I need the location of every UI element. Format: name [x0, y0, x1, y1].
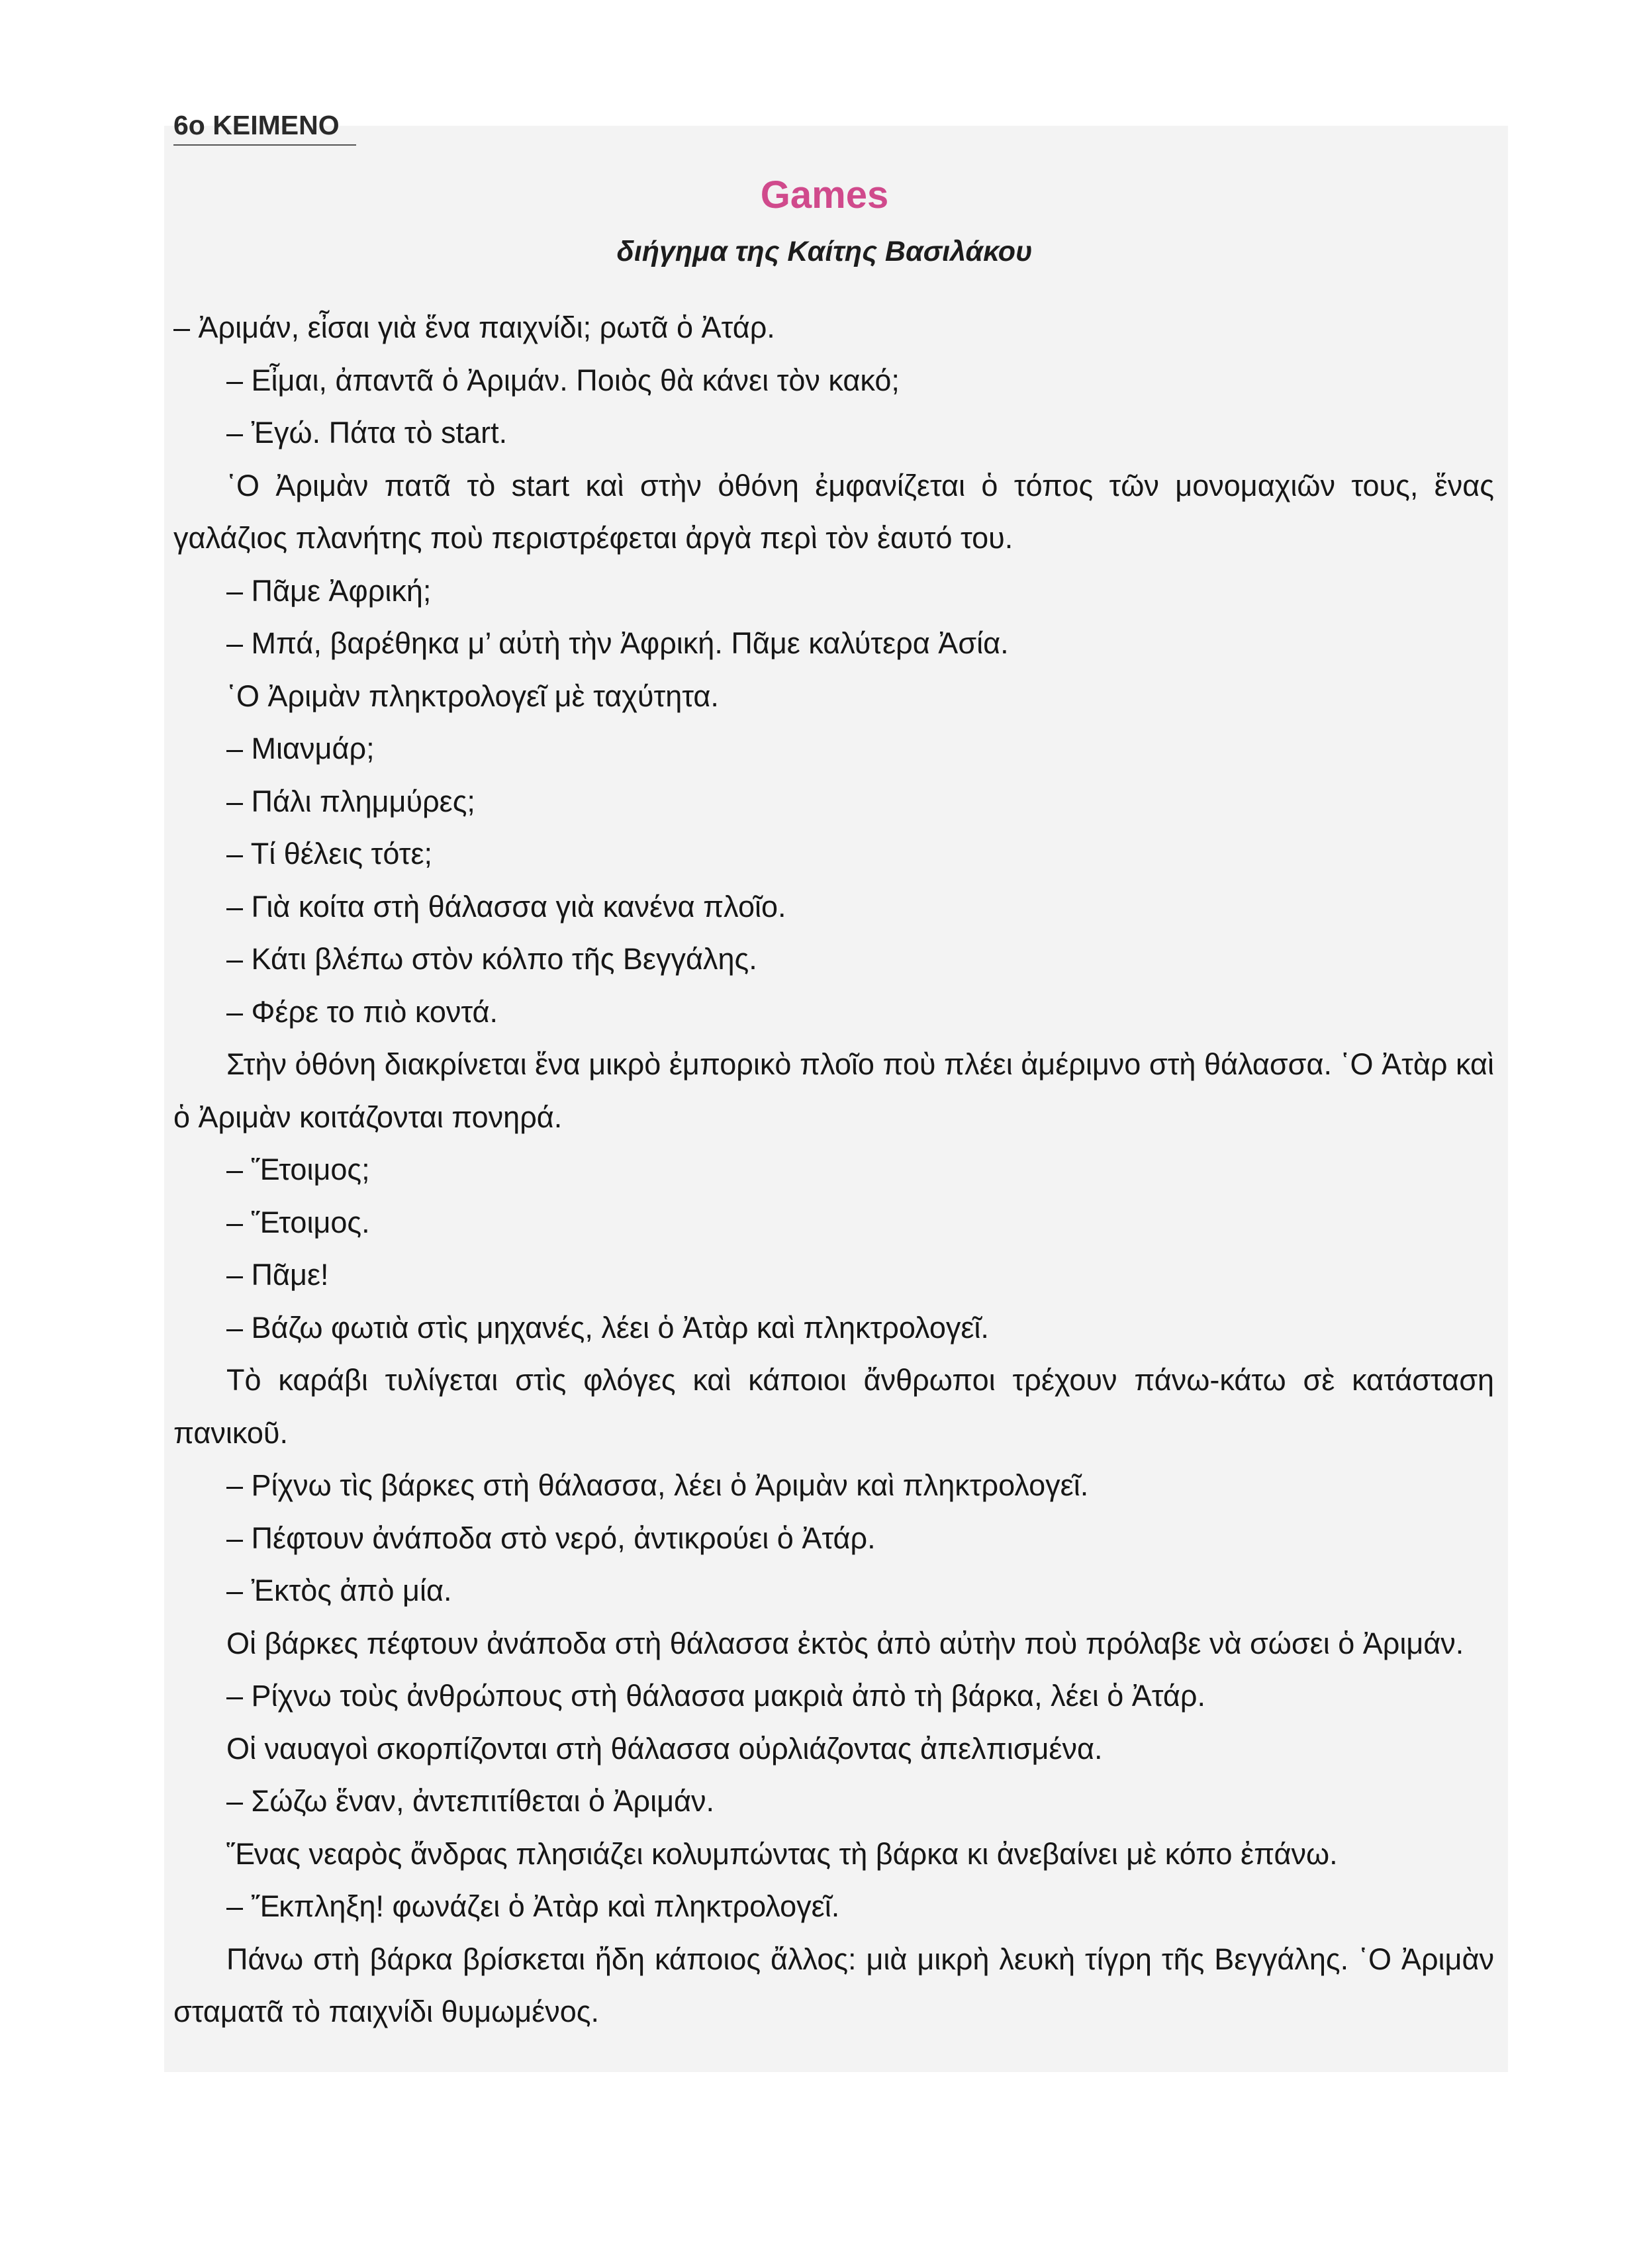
paragraph: Στὴν ὀθόνη διακρίνεται ἕνα μικρὸ ἐμπορικὸ πλοῖο ποὺ πλέει ἀμέριμνο στὴ θάλασσα. ῾Ο Ἀτὰρ καὶ ὁ Ἀριμὰν κοιτάζονται πονηρά. — [173, 1047, 1494, 1134]
story-subtitle: διήγημα της Καίτης Βασιλάκου — [616, 236, 1033, 267]
section-label: 6ο ΚΕΙΜΕΝΟ — [173, 110, 340, 140]
paragraph: – Βάζω φωτιὰ στὶς μηχανές, λέει ὁ Ἀτὰρ καὶ πληκτρολογεῖ. — [226, 1310, 989, 1345]
story-title: Games — [760, 173, 889, 216]
paragraph: – Μιανμάρ; — [226, 732, 375, 765]
paragraph: – Ἔκπληξη! φωνάζει ὁ Ἀτὰρ καὶ πληκτρολογεῖ. — [226, 1889, 840, 1923]
paragraph: Ἕνας νεαρὸς ἄνδρας πλησιάζει κολυμπώντας τὴ βάρκα κι ἀνεβαίνει μὲ κόπο ἐπάνω. — [226, 1836, 1338, 1871]
paragraph: – Πέφτουν ἀνάποδα στὸ νερό, ἀντικρούει ὁ Ἀτάρ. — [226, 1521, 876, 1555]
paragraph: Τὸ καράβι τυλίγεται στὶς φλόγες καὶ κάποιοι ἄνθρωποι τρέχουν πάνω-κάτω σὲ κατάσταση πανικοῦ. — [173, 1363, 1494, 1450]
paragraph: Οἱ ναυαγοὶ σκορπίζονται στὴ θάλασσα οὐρλιάζοντας ἀπελπισμένα. — [226, 1731, 1103, 1766]
paragraph: – Σώζω ἕναν, ἀντεπιτίθεται ὁ Ἀριμάν. — [226, 1784, 715, 1818]
paragraph: – Ρίχνω τὶς βάρκες στὴ θάλασσα, λέει ὁ Ἀριμὰν καὶ πληκτρολογεῖ. — [226, 1468, 1089, 1502]
paragraph: ῾Ο Ἀριμὰν πατᾶ τὸ start καὶ στὴν ὀθόνη ἐμφανίζεται ὁ τόπος τῶν μονομαχιῶν τους, ἕνας γαλάζιος πλανήτης ποὺ περιστρέφεται ἀργὰ περὶ τὸν ἑαυτό του. — [173, 468, 1494, 555]
paragraph: – Ἐκτὸς ἀπὸ μία. — [226, 1574, 452, 1607]
paragraph: – Γιὰ κοίτα στὴ θάλασσα γιὰ κανένα πλοῖο. — [226, 889, 786, 923]
paragraph: – Πᾶμε! — [226, 1258, 329, 1292]
paragraph: – Φέρε το πιὸ κοντά. — [226, 994, 498, 1029]
paragraph: – Κάτι βλέπω στὸν κόλπο τῆς Βεγγάλης. — [226, 942, 757, 976]
paragraph: – Ἕτοιμος. — [226, 1205, 370, 1239]
paragraph: – Τί θέλεις τότε; — [226, 837, 433, 871]
paragraph: – Εἶμαι, ἀπαντᾶ ὁ Ἀριμάν. Ποιὸς θὰ κάνει τὸν κακό; — [226, 363, 900, 397]
paragraph: ῾Ο Ἀριμὰν πληκτρολογεῖ μὲ ταχύτητα. — [226, 679, 719, 713]
paragraph: – Ρίχνω τοὺς ἀνθρώπους στὴ θάλασσα μακριὰ ἀπὸ τὴ βάρκα, λέει ὁ Ἀτάρ. — [226, 1679, 1206, 1713]
paragraph: – Ἐγώ. Πάτα τὸ start. — [226, 416, 508, 449]
paragraph: – Ἕτοιμος; — [226, 1153, 370, 1186]
paragraph: – Πᾶμε Ἀφρική; — [226, 573, 432, 608]
paragraph: – Πάλι πλημμύρες; — [226, 784, 475, 818]
paragraph: Πάνω στὴ βάρκα βρίσκεται ἤδη κάποιος ἄλλος: μιὰ μικρὴ λευκὴ τίγρη τῆς Βεγγάλης. ῾Ο Ἀριμὰν σταματᾶ τὸ παιχνίδι θυμωμένος. — [173, 1942, 1494, 2028]
story-body — [173, 301, 1494, 2038]
paragraph: Οἱ βάρκες πέφτουν ἀνάποδα στὴ θάλασσα ἐκτὸς ἀπὸ αὐτὴν ποὺ πρόλαβε νὰ σώσει ὁ Ἀριμάν. — [226, 1626, 1464, 1660]
section-label-underline — [173, 144, 356, 146]
paragraph: – Ἀριμάν, εἶσαι γιὰ ἕνα παιχνίδι; ρωτᾶ ὁ Ἀτάρ. — [173, 310, 775, 344]
paragraph: – Μπά, βαρέθηκα μ’ αὐτὴ τὴν Ἀφρική. Πᾶμε καλύτερα Ἀσία. — [226, 626, 1009, 660]
